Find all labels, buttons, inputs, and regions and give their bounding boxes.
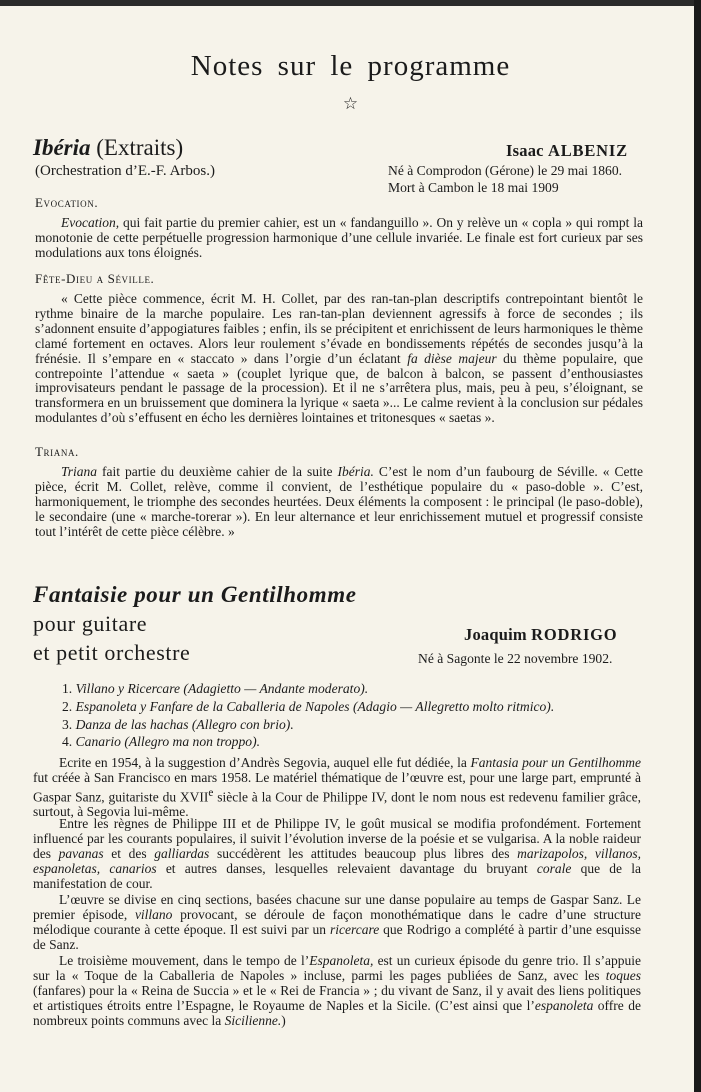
paragraph-fantaisie-3: L’œuvre se divise en cinq sections, basées chacune sur une danse populaire au temps de Gaspar Sanz. Le premier épisode, villano provocant, se déroule de façon monothématique dans le cadre d’une structure mélodique courante à cette époque. Il est suivi par un ricercare que Rodrigo a complété à partir d’une esquisse de Sanz. (33, 892, 641, 952)
list-item: 4. Canario (Allegro ma non troppo). (62, 734, 261, 750)
composer-first-name: Joaquim (464, 625, 527, 644)
list-item: 1. Villano y Ricercare (Adagietto — Andante moderato). (62, 681, 369, 696)
fantaisie-composer (464, 625, 617, 645)
list-item: 2. Espanoleta y Fanfare de la Caballeria de Napoles (Adagio — Allegretto molto ritmico). (62, 698, 555, 714)
composer-death: Mort à Cambon le 18 mai 1909 (388, 180, 559, 195)
paragraph-fantaisie-2: Entre les règnes de Philippe III et de Philippe IV, le goût musical se modifia profondément. Fortement influencé par les courants populaires, il suivit l’évolution inverse de la poésie et se vulgarisa. A la noble raideur des pavanas et des galliardas succédèrent les attitudes beaucoup plus libres des marizapolos, villanos, espanoletas, canarios et autres danses, lesquelles relevaient davantage du bruyant corale que de la manifestation de cour. (33, 816, 641, 891)
fantaisie-composer-born: Né à Sagonte le 22 novembre 1902. (418, 651, 613, 666)
paragraph-evocation: Evocation, qui fait partie du premier cahier, est un « fandanguillo ». On y relève un « copla » qui rompt la monotonie de cette perpétuelle progression harmonique d’une cellule invariée. Le finale est fort curieux par ses modulations aux tons éloignés. (35, 215, 643, 260)
composer-last-name: ALBENIZ (548, 141, 628, 160)
paragraph-fantaisie-4: Le troisième mouvement, dans le tempo de l’Espanoleta, est un curieux épisode du genre trio. Il s’appuie sur la « Toque de la Caballeria de Napoles » incluse, parmi les pages publiées de Sanz, avec les toques (fanfares) pour la « Reina de Succia » et le « Rei de Francia » ; du vivant de Sanz, il y avait des liens politiques et artistiques étroits entre l’Espagne, le Royaume de Naples et la Sicile. (C’est ainsi que l’espanoleta offre de nombreux points communs avec la Sicilienne.) (33, 953, 642, 1028)
iberia-title-main: Ibéria (33, 135, 91, 160)
scan-top-edge (0, 0, 701, 6)
iberia-composer-dates (388, 162, 622, 196)
composer-last-name: RODRIGO (531, 625, 618, 644)
section-heading-evocation: Evocation. (35, 195, 99, 210)
iberia-title-suffix: (Extraits) (96, 135, 184, 160)
composer-first-name: Isaac (506, 141, 544, 160)
section-heading-triana: Triana. (35, 444, 79, 459)
paragraph-fete-dieu: « Cette pièce commence, écrit M. H. Collet, par des ran-tan-plan descriptifs contrepointant bientôt le rythme binaire de la marche populaire. Les ran-tan-plan deviennent agressifs à force de secondes ; ils s’adonnent ensuite d’appogiatures faibles ; enfin, ils se précipitent et enrichissent de leurs harmoniques le thème clamé fortement en octaves. Alors leur roulement s’évade en bondissements répétés de secondes jusqu’à la frénésie. Il s’empare en « staccato » dans l’orgie d’un éclatant fa dièse majeur du thème populaire, que contrepointe l’attendue « saeta » (couplet lyrique que, de balcon à balcon, se passent d’enthousiastes improvisateurs pendant le passage de la procession). Et il ne s’arrêtera plus, mais, peu à peu, s’éloignant, se transformera en un bruissement que dominera la lyrique « saeta »... Le calme revient à la conclusion sur pédales modulantes d’où s’effusent en écho les dernières lointaines et tritonesques « saetas ». (35, 291, 643, 426)
section-heading-fete-dieu: Fête-Dieu a Séville. (35, 271, 155, 286)
star-ornament-icon: ☆ (342, 94, 359, 113)
paragraph-fantaisie-1: Ecrite en 1954, à la suggestion d’Andrès Segovia, auquel elle fut dédiée, la Fantasia pour un Gentilhomme fut créée à San Francisco en mars 1958. Le matériel thématique de l’œuvre est, pour une large part, emprunté à Gaspar Sanz, guitariste du XVIIe siècle à la Cour de Philippe IV, dont le nom nous est redevenu familier grâce, surtout, à Segovia lui-même. (33, 755, 641, 820)
iberia-composer (506, 141, 628, 161)
scan-right-edge (694, 0, 701, 1092)
fantaisie-title: Fantaisie pour un Gentilhomme (33, 582, 357, 607)
iberia-orchestration: (Orchestration d’E.-F. Arbos.) (35, 163, 216, 179)
fantaisie-subtitle-line-2: et petit orchestre (33, 640, 191, 665)
page-title: Notes sur le programme (190, 50, 511, 82)
iberia-title (33, 135, 183, 161)
paragraph-triana: Triana fait partie du deuxième cahier de la suite Ibéria. C’est le nom d’un faubourg de Séville. « Cette pièce, écrit M. Collet, relève, comme il convient, de l’esthétique populaire du « paso-doble ». C’est, harmoniquement, le triomphe des secondes heurtées. Deux éléments la composent : le principal (le paso-doble), le secondaire (une « marche-torerar »). En leur alternance et leur enrichissement mutuel et progressif consiste tout l’intérêt de cette pièce célèbre. » (35, 464, 644, 539)
composer-birth: Né à Comprodon (Gérone) le 29 mai 1860. (388, 163, 623, 178)
fantaisie-subtitle-line-1: pour guitare (33, 611, 148, 636)
movement-list (62, 680, 554, 751)
list-item: 3. Danza de las hachas (Allegro con brio). (62, 716, 294, 732)
